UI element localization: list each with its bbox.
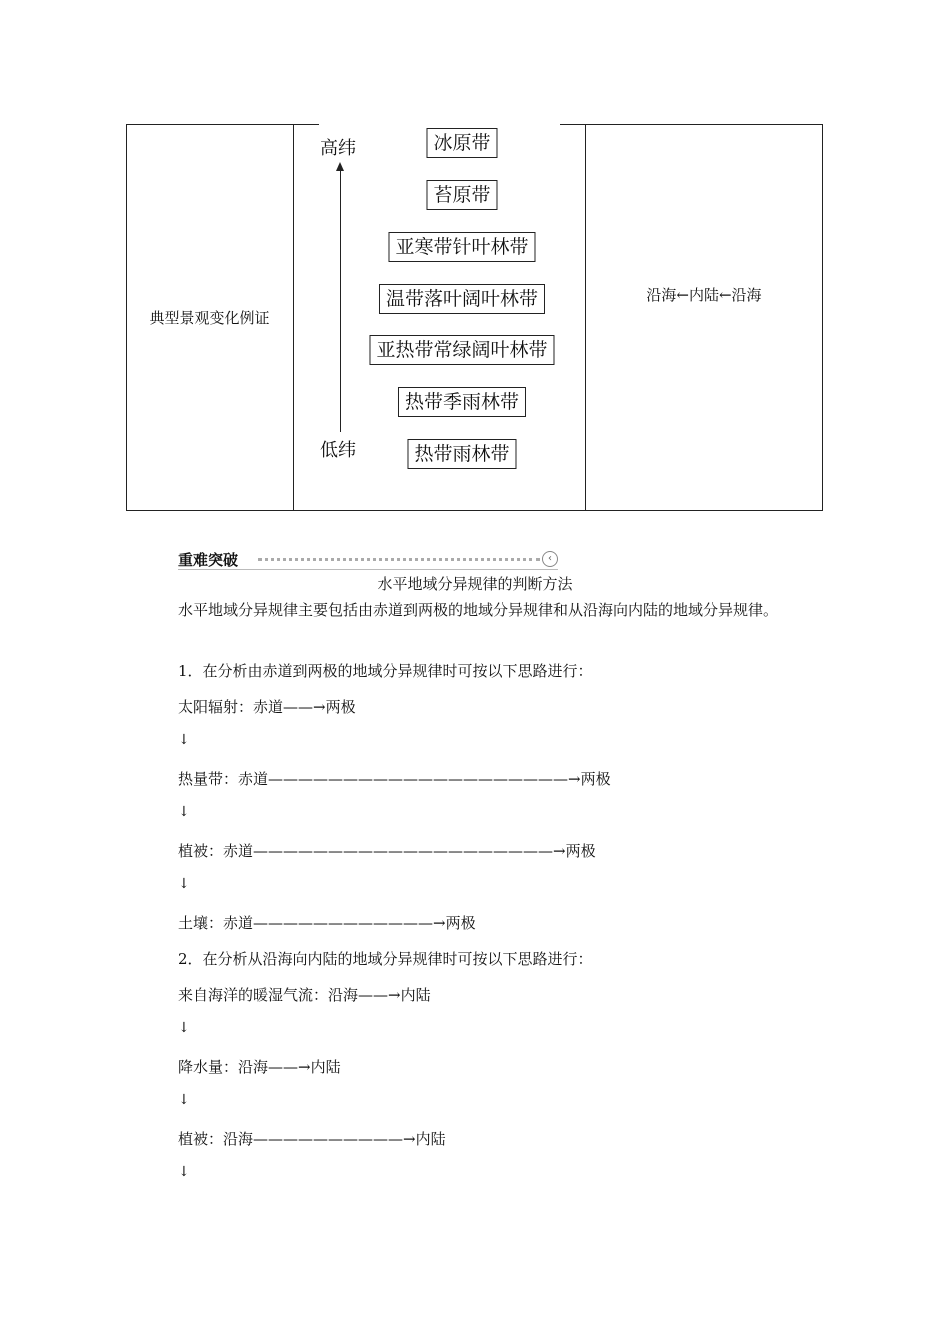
flow1-step-4: 土壤：赤道————————————→两极: [178, 914, 476, 932]
flow1-step-1: 太阳辐射：赤道——→两极: [178, 698, 356, 716]
down-arrow-icon: ↓: [178, 1092, 190, 1108]
down-arrow-icon: ↓: [178, 732, 190, 748]
landscape-table: [126, 124, 823, 511]
down-arrow-icon: ↓: [178, 804, 190, 820]
low-latitude-label: 低纬: [320, 440, 356, 461]
table-divider-1: [293, 124, 294, 511]
zone-tundra: 苔原带: [426, 180, 497, 210]
zone-tropical-monsoon-forest: 热带季雨林带: [398, 387, 526, 417]
section-subtitle: 水平地域分异规律的判断方法: [377, 575, 573, 593]
zone-ice: 冰原带: [426, 128, 497, 158]
row-label: 典型景观变化例证: [149, 309, 270, 327]
zone-subtropical-evergreen: 亚热带常绿阔叶林带: [369, 335, 554, 365]
flow1-step-2: 热量带：赤道————————————————————→两极: [178, 770, 611, 788]
coast-inland-cell: 沿海←内陆←沿海: [646, 285, 762, 304]
intro-paragraph: 水平地域分异规律主要包括由赤道到两极的地域分异规律和从沿海向内陆的地域分异规律。: [178, 601, 779, 619]
flow2-step-1: 来自海洋的暖湿气流：沿海——→内陆: [178, 986, 431, 1004]
flow2-step-3: 植被：沿海——————————→内陆: [178, 1130, 446, 1148]
dotted-divider: [258, 558, 540, 561]
down-arrow-icon: ↓: [178, 876, 190, 892]
down-arrow-icon: ↓: [178, 1164, 190, 1180]
section-title: 重难突破: [178, 551, 239, 569]
chevron-left-icon: ‹: [542, 551, 558, 567]
zone-temperate-deciduous: 温带落叶阔叶林带: [379, 284, 545, 314]
flow2-step-2: 降水量：沿海——→内陆: [178, 1058, 341, 1076]
latitude-axis: [340, 170, 341, 432]
point-1: 1．在分析由赤道到两极的地域分异规律时可按以下思路进行：: [178, 662, 593, 680]
down-arrow-icon: ↓: [178, 1020, 190, 1036]
high-latitude-label: 高纬: [320, 138, 356, 159]
flow1-step-3: 植被：赤道————————————————————→两极: [178, 842, 596, 860]
zone-subarctic-conifer: 亚寒带针叶林带: [388, 232, 535, 262]
point-2: 2．在分析从沿海向内陆的地域分异规律时可按以下思路进行：: [178, 950, 593, 968]
header-underline: [178, 569, 558, 570]
zone-tropical-rainforest: 热带雨林带: [407, 439, 516, 469]
